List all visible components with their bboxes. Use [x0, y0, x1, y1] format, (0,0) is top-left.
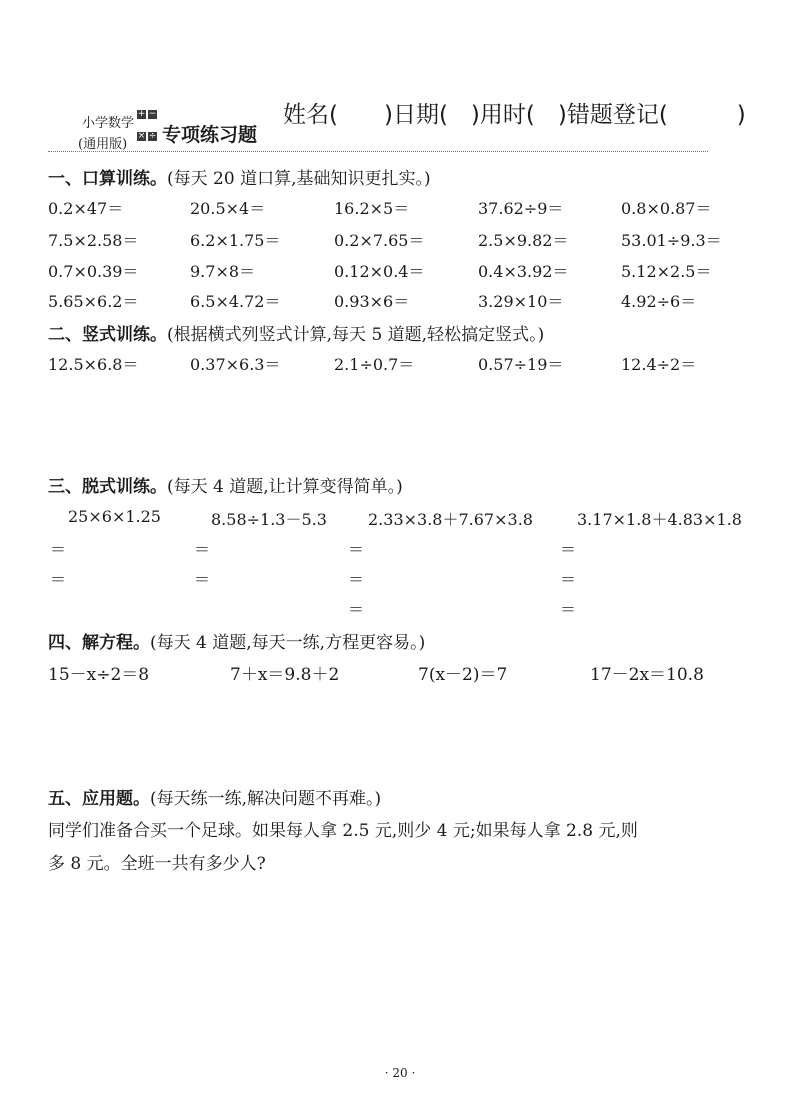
- divide-icon: ÷: [148, 131, 157, 141]
- equals-sign: ＝: [348, 600, 365, 619]
- student-info-fields: 姓名( )日期( )用时( )错题登记( ): [283, 102, 746, 128]
- oral-item: 7.5×2.58＝: [48, 231, 139, 250]
- series-title: 专项练习题: [162, 124, 258, 146]
- section-2-title: 二、竖式训练。: [48, 325, 167, 345]
- equals-sign: ＝: [348, 570, 365, 589]
- stepwise-item: 3.17×1.8＋4.83×1.8: [577, 510, 742, 529]
- section-4-note: (每天 4 道题,每天一练,方程更容易。): [150, 633, 426, 653]
- stepwise-item: 2.33×3.8＋7.67×3.8: [368, 510, 533, 529]
- oral-item: 20.5×4＝: [190, 199, 266, 218]
- vertical-calc-item: 0.37×6.3＝: [190, 355, 281, 374]
- section-3-note: (每天 4 道题,让计算变得简单。): [167, 477, 403, 497]
- section-1-note: (每天 20 道口算,基础知识更扎实。): [167, 169, 431, 189]
- word-problem-line-1: 同学们准备合买一个足球。如果每人拿 2.5 元,则少 4 元;如果每人拿 2.8 元,则: [48, 821, 638, 841]
- oral-item: 5.12×2.5＝: [621, 262, 712, 281]
- minus-icon: −: [148, 109, 157, 119]
- equation-item: 7(x－2)＝7: [418, 665, 508, 685]
- oral-item: 16.2×5＝: [334, 199, 410, 218]
- brand-line-1: 小学数学: [82, 116, 135, 131]
- equation-item: 15－x÷2＝8: [48, 665, 150, 685]
- oral-item: 0.8×0.87＝: [621, 199, 712, 218]
- oral-item: 2.5×9.82＝: [478, 231, 569, 250]
- oral-item: 6.2×1.75＝: [190, 231, 281, 250]
- operator-icons: [137, 110, 159, 150]
- section-2-heading: [48, 320, 544, 345]
- vertical-calc-item: 0.57÷19＝: [478, 355, 564, 374]
- oral-item: 53.01÷9.3＝: [621, 231, 722, 250]
- equals-sign: ＝: [348, 540, 365, 559]
- oral-item: 6.5×4.72＝: [190, 292, 281, 311]
- oral-item: 0.7×0.39＝: [48, 262, 139, 281]
- equals-sign: ＝: [560, 540, 577, 559]
- header-divider: [48, 151, 708, 152]
- oral-item: 0.12×0.4＝: [334, 262, 425, 281]
- word-problem-line-2: 多 8 元。全班一共有多少人?: [48, 854, 266, 874]
- vertical-calc-item: 2.1÷0.7＝: [334, 355, 415, 374]
- equation-item: 17－2x＝10.8: [590, 665, 704, 685]
- oral-item: 9.7×8＝: [190, 262, 256, 281]
- equals-sign: ＝: [194, 540, 211, 559]
- equals-sign: ＝: [50, 540, 67, 559]
- section-3-heading: [48, 472, 403, 497]
- oral-item: 0.4×3.92＝: [478, 262, 569, 281]
- section-1-heading: [48, 164, 431, 189]
- equals-sign: ＝: [560, 570, 577, 589]
- stepwise-item: 8.58÷1.3－5.3: [211, 510, 327, 529]
- equals-sign: ＝: [560, 600, 577, 619]
- oral-item: 0.93×6＝: [334, 292, 410, 311]
- section-1-title: 一、口算训练。: [48, 169, 167, 189]
- oral-item: 3.29×10＝: [478, 292, 564, 311]
- section-5-title: 五、应用题。: [48, 789, 150, 809]
- plus-icon: +: [137, 109, 146, 119]
- section-5-note: (每天练一练,解决问题不再难。): [150, 789, 382, 809]
- section-2-note: (根据横式列竖式计算,每天 5 道题,轻松搞定竖式。): [167, 325, 545, 345]
- oral-item: 0.2×47＝: [48, 199, 124, 218]
- section-3-title: 三、脱式训练。: [48, 477, 167, 497]
- page-number: · 20 ·: [384, 1066, 416, 1080]
- equals-sign: ＝: [50, 570, 67, 589]
- stepwise-item: 25×6×1.25: [68, 507, 161, 526]
- vertical-calc-item: 12.5×6.8＝: [48, 355, 139, 374]
- oral-item: 0.2×7.65＝: [334, 231, 425, 250]
- equals-sign: ＝: [194, 570, 211, 589]
- vertical-calc-item: 12.4÷2＝: [621, 355, 697, 374]
- equation-item: 7＋x＝9.8＋2: [230, 665, 340, 685]
- oral-item: 4.92÷6＝: [621, 292, 697, 311]
- section-4-heading: [48, 628, 425, 653]
- section-4-title: 四、解方程。: [48, 633, 150, 653]
- times-icon: ×: [137, 131, 146, 141]
- oral-item: 5.65×6.2＝: [48, 292, 139, 311]
- brand-line-2: (通用版): [78, 137, 128, 152]
- oral-item: 37.62÷9＝: [478, 199, 564, 218]
- section-5-heading: [48, 784, 381, 809]
